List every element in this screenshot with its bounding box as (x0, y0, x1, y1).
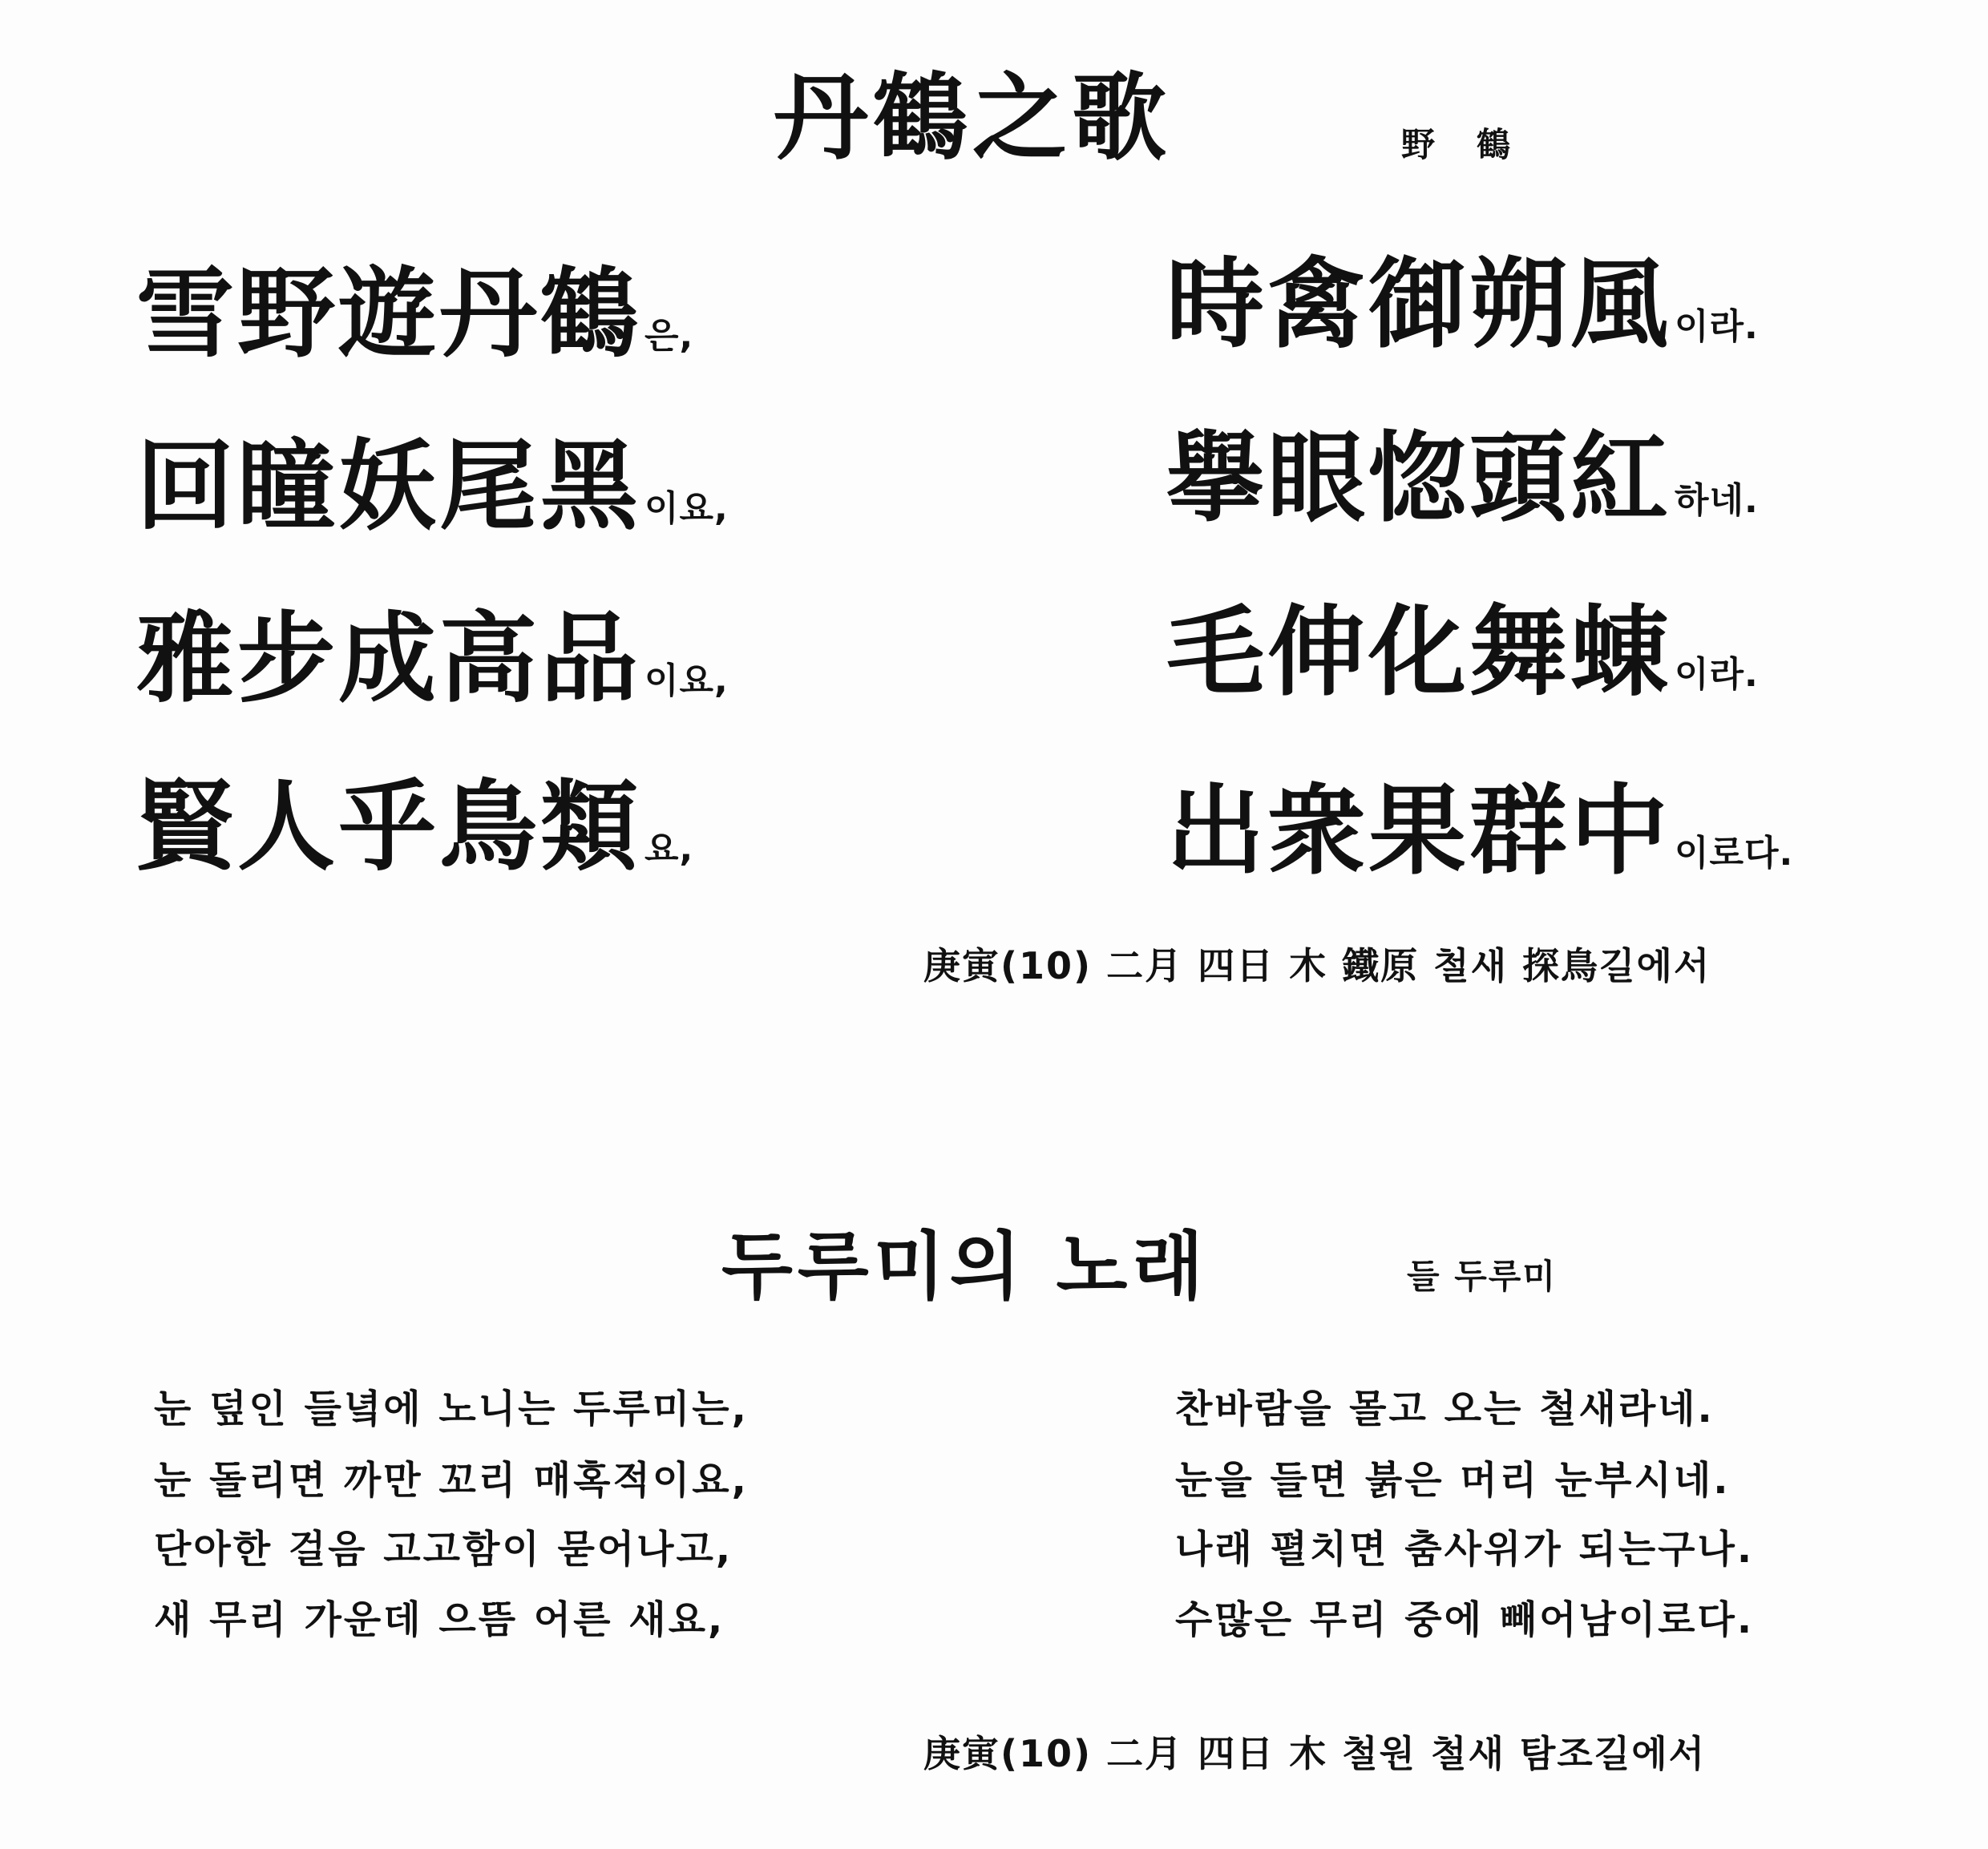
hanja-line-text: 擧眼惚頭紅 (1166, 420, 1671, 535)
hanja-line-text: 回瞳妖尾黑 (136, 428, 641, 543)
korean-line-left-3: 단아한 걸음 고고함이 묻어나고, (154, 1527, 733, 1572)
poem-date-korean: 庚寅(10) 二月 四日 木 철원 철새 탐조길에서 (923, 1732, 1707, 1775)
korean-line-left-1: 눈 덮인 들녘에 노니는 두루미는, (154, 1387, 749, 1431)
hanja-line-left-3 (136, 600, 729, 716)
hanja-line-suffix: 요, (644, 829, 694, 870)
hanja-line-text: 雅步成高品 (136, 600, 641, 716)
korean-line-right-2: 눈을 들면 붉은 머리 눈부시네. (1175, 1458, 1731, 1503)
korean-line-left-2: 눈 돌리면 까만 꼬리 매혹적이요, (154, 1458, 749, 1503)
hanja-line-right-3 (1166, 594, 1759, 709)
hanja-line-suffix: 이요, (644, 660, 729, 701)
poem-author-hanja: 野鶴 (1401, 125, 1553, 164)
poem-title-korean: 두루미의 노래 (721, 1224, 1209, 1310)
hanja-line-right-1 (1166, 246, 1759, 361)
hanja-line-suffix: 이로다. (1675, 833, 1794, 874)
hanja-line-suffix: 하네. (1675, 480, 1759, 521)
poem-author-korean: 들 두루미 (1407, 1257, 1557, 1296)
hanja-line-left-4 (136, 769, 694, 884)
hanja-line-text: 賢人乎鳥類 (136, 769, 641, 884)
korean-line-right-1: 찬바람을 몰고 오는 철새라네. (1175, 1387, 1715, 1431)
hanja-line-left-1 (136, 256, 694, 371)
hanja-line-right-4 (1166, 773, 1794, 888)
poem-date-hanja: 庚寅(10) 二月 四日 木 鐵原 철새 探鳥길에서 (923, 944, 1711, 987)
hanja-line-suffix: 은, (644, 316, 694, 357)
hanja-line-text: 毛伸化舞蝀 (1166, 594, 1671, 709)
hanja-line-suffix: 이라. (1675, 306, 1759, 347)
korean-line-left-4: 새 무리 가운데 으뜸 어른 새요, (154, 1597, 725, 1642)
korean-line-right-4: 수많은 무리 중에 빼어남이로다. (1175, 1597, 1755, 1642)
poem-title-hanja: 丹鶴之歌 (774, 62, 1172, 173)
hanja-line-text: 雪野遊丹鶴 (136, 256, 641, 371)
korean-line-right-3: 나래 펼치면 춤사위가 되는구나. (1175, 1527, 1755, 1572)
hanja-line-right-2 (1166, 420, 1759, 535)
hanja-line-left-2 (136, 428, 729, 543)
hanja-line-text: 時禽御朔風 (1166, 246, 1671, 361)
hanja-line-suffix: 이요, (644, 488, 729, 529)
hanja-line-suffix: 이라. (1675, 654, 1759, 695)
hanja-line-text: 出衆果群中 (1166, 773, 1671, 888)
